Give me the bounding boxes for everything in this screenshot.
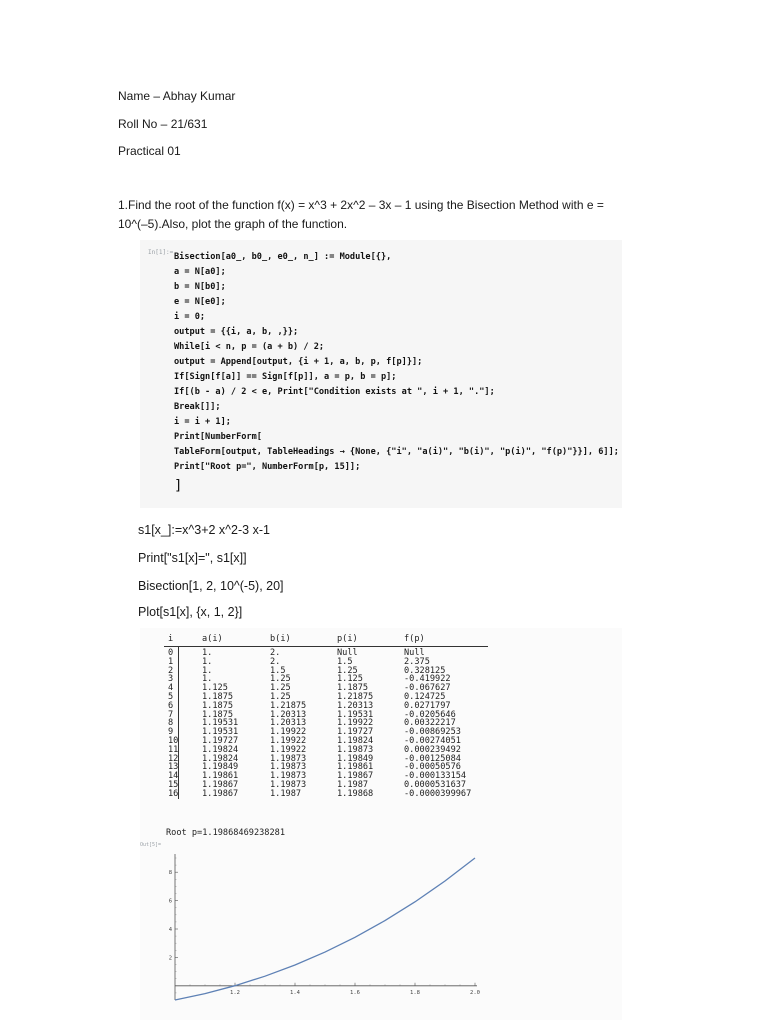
table-cell: 1.20313: [270, 709, 307, 720]
table-cell: 16: [168, 788, 179, 799]
question-text: 1.Find the root of the function f(x) = x^3 + 2x^2 – 3x – 1 using the Bisection Method with e = 10^(–5).Also, plot the graph of the function.: [118, 198, 604, 231]
table-cell: 2.: [270, 656, 281, 667]
table-cell: 1.: [202, 674, 213, 685]
code-line: If[(b - a) / 2 < e, Print["Condition exists at ", i + 1, "."];: [174, 387, 495, 397]
x-tick-label: 2.0: [470, 989, 480, 996]
y-tick-label: 2: [168, 955, 172, 962]
table-cell: 1.1987: [337, 780, 369, 790]
y-tick-label: 6: [168, 898, 172, 905]
table-cell: Null: [337, 648, 358, 658]
table-cell: 9: [168, 727, 174, 738]
table-cell: 1.19531: [337, 709, 374, 720]
plot-output-label: Out[5]=: [140, 842, 162, 848]
code-line: Bisection[a0_, b0_, e0_, n_] := Module[{},: [174, 252, 392, 262]
code-line: Print["Root p=", NumberForm[p, 15]];: [174, 462, 361, 472]
table-cell: 1: [168, 656, 174, 667]
code-line: i = i + 1];: [174, 417, 231, 427]
table-header-cell: p(i): [337, 634, 358, 644]
table-cell: 5: [168, 692, 174, 702]
table-cell: 0.000239492: [404, 744, 461, 755]
command-define-s1[interactable]: s1[x_]:=x^3+2 x^2-3 x-1: [138, 523, 270, 537]
code-line: b = N[b0];: [174, 282, 226, 292]
table-cell: 1.19873: [337, 744, 374, 755]
table-cell: Null: [404, 648, 425, 658]
table-cell: 1.19849: [337, 753, 374, 764]
function-curve: [175, 858, 475, 1000]
table-cell: -0.067627: [404, 683, 451, 694]
code-line: ]: [174, 478, 183, 494]
code-line: Print[NumberForm[: [174, 432, 262, 442]
x-tick-label: 1.4: [290, 989, 300, 996]
table-cell: 0.0271797: [404, 700, 451, 711]
command-bisection[interactable]: Bisection[1, 2, 10^(-5), 20]: [138, 579, 284, 593]
table-cell: 1.20313: [270, 718, 307, 729]
table-cell: 1.25: [270, 692, 291, 702]
table-cell: 1.19867: [202, 788, 239, 799]
table-cell: 1.5: [270, 665, 286, 676]
table-cell: -0.0000399967: [404, 788, 472, 799]
table-cell: 1.19873: [270, 780, 307, 790]
table-header-cell: i: [168, 634, 174, 644]
table-cell: 1.21875: [270, 700, 307, 711]
table-cell: 1.25: [270, 683, 291, 694]
table-header-cell: a(i): [202, 634, 223, 644]
code-cell[interactable]: [140, 240, 622, 508]
table-cell: -0.00869253: [404, 727, 461, 738]
code-line: output = {{i, a, b, ,}};: [174, 327, 299, 337]
table-cell: 1.5: [337, 656, 353, 667]
function-plot: [140, 848, 622, 1008]
table-cell: 1.19861: [202, 771, 239, 782]
table-header-cell: b(i): [270, 634, 291, 644]
x-tick-label: 1.6: [350, 989, 360, 996]
table-cell: 1.19867: [202, 780, 239, 790]
output-cell: [140, 628, 622, 1020]
table-cell: 1.19868: [337, 788, 374, 799]
table-header-cell: f(p): [404, 634, 425, 644]
table-cell: 1.19922: [270, 736, 307, 746]
table-cell: 1.19922: [270, 727, 307, 738]
table-header-divider: [164, 646, 488, 647]
table-cell: 1.1875: [202, 692, 234, 702]
root-output: Root p=1.19868469238281: [166, 828, 285, 838]
table-cell: 1.1987: [270, 788, 302, 799]
table-cell: 1.19824: [202, 753, 239, 764]
table-cell: 10: [168, 736, 179, 746]
table-cell: 1.1875: [337, 683, 369, 694]
table-cell: 1.25: [337, 665, 358, 676]
code-line: e = N[e0];: [174, 297, 226, 307]
code-line: TableForm[output, TableHeadings → {None, {"i", "a(i)", "b(i)", "p(i)", "f(p)"}}], 6]];: [174, 447, 619, 457]
code-line: i = 0;: [174, 312, 206, 322]
code-line: While[i < n, p = (a + b) / 2;: [174, 342, 325, 352]
table-cell: 1.19727: [202, 736, 239, 746]
command-plot[interactable]: Plot[s1[x], {x, 1, 2}]: [138, 605, 243, 619]
table-cell: 1.: [202, 665, 213, 676]
table-cell: 1.19873: [270, 771, 307, 782]
table-cell: -0.000133154: [404, 771, 467, 782]
table-cell: 3: [168, 674, 174, 685]
table-cell: 1.19824: [337, 736, 374, 746]
table-cell: 0.0000531637: [404, 780, 467, 790]
table-cell: 2.: [270, 648, 281, 658]
table-cell: 11: [168, 744, 179, 755]
table-cell: 1.21875: [337, 692, 374, 702]
table-cell: 8: [168, 718, 174, 729]
table-cell: 1.19922: [337, 718, 374, 729]
code-line: output = Append[output, {i + 1, a, b, p, f[p]}];: [174, 357, 423, 367]
table-cell: 2.375: [404, 656, 430, 667]
table-cell: 0.124725: [404, 692, 446, 702]
table-cell: 0.328125: [404, 665, 446, 676]
table-cell: 1.19531: [202, 727, 239, 738]
table-cell: 1.20313: [337, 700, 374, 711]
y-tick-label: 8: [168, 870, 172, 877]
table-cell: -0.00274051: [404, 736, 461, 746]
table-cell: 0: [168, 648, 174, 658]
table-cell: 1.19531: [202, 718, 239, 729]
table-cell: 6: [168, 700, 174, 711]
table-cell: 1.19873: [270, 762, 307, 773]
code-line: If[Sign[f[a]] == Sign[f[p]], a = p, b = p];: [174, 372, 397, 382]
table-cell: 13: [168, 762, 179, 773]
table-cell: 12: [168, 753, 179, 764]
table-cell: 0.00322217: [404, 718, 456, 729]
code-line: a = N[a0];: [174, 267, 226, 277]
table-cell: 1.1875: [202, 709, 234, 720]
table-cell: -0.419922: [404, 674, 451, 685]
table-cell: 4: [168, 683, 174, 694]
table-cell: 1.19873: [270, 753, 307, 764]
table-cell: 15: [168, 780, 179, 790]
input-prompt-label: In[1]:=: [148, 249, 174, 256]
table-cell: 1.19867: [337, 771, 374, 782]
table-cell: 1.19922: [270, 744, 307, 755]
table-cell: -0.00125084: [404, 753, 461, 764]
student-name: Name – Abhay Kumar: [118, 89, 236, 103]
command-print-s1[interactable]: Print["s1[x]=", s1[x]]: [138, 551, 247, 565]
table-cell: 1.: [202, 648, 213, 658]
table-cell: 1.19824: [202, 744, 239, 755]
practical-number: Practical 01: [118, 144, 181, 158]
table-cell: 7: [168, 709, 174, 720]
x-tick-label: 1.2: [230, 989, 240, 996]
table-cell: -0.00050576: [404, 762, 461, 773]
table-cell: 1.125: [202, 683, 228, 694]
table-cell: 2: [168, 665, 174, 676]
table-cell: -0.0205646: [404, 709, 456, 720]
table-cell: 1.25: [270, 674, 291, 685]
y-tick-label: 4: [168, 927, 172, 933]
roll-number: Roll No – 21/631: [118, 117, 208, 131]
table-cell: 1.125: [337, 674, 363, 685]
table-cell: 1.1875: [202, 700, 234, 711]
table-cell: 1.19727: [337, 727, 374, 738]
table-cell: 14: [168, 771, 179, 782]
table-cell: 1.: [202, 656, 213, 667]
table-cell: 1.19861: [337, 762, 374, 773]
table-cell: 1.19849: [202, 762, 239, 773]
x-tick-label: 1.8: [410, 989, 420, 996]
code-line: Break[]];: [174, 402, 221, 412]
